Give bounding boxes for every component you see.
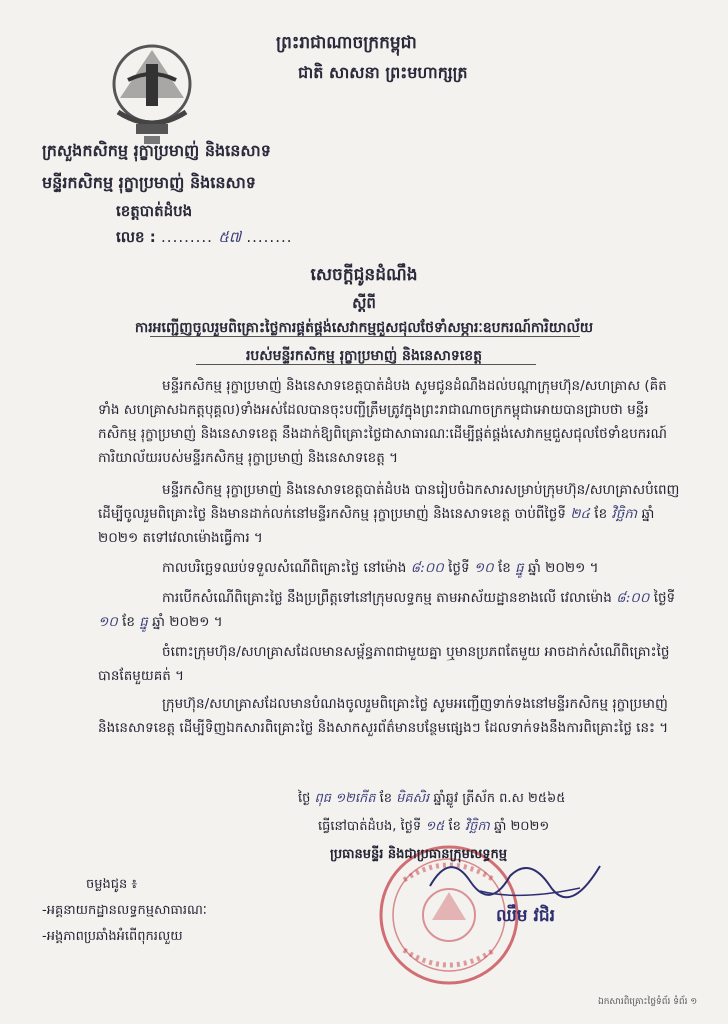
signer-title: ប្រធានមន្ទីរ និងជាប្រធានក្រុមលទ្ធកម្ម [330,847,508,862]
handwritten-month: ធ្នូ [515,560,524,576]
about-label: ស្តីពី [352,294,376,312]
ministry-name: ក្រសួងកសិកម្ម រុក្ខាប្រមាញ់ និងនេសាទ [42,141,271,160]
paragraph-text: ខែ [497,560,511,576]
cambodia-emblem-icon [106,38,198,150]
distribution-item: -អង្គភាពប្រឆាំងអំពើពុករលួយ [42,929,183,944]
lunar-date-text: ថ្ងៃ [298,791,311,806]
reference-number [116,228,293,250]
paragraph-text: ក្រុមហ៊ុន/សហគ្រាសដែលមានបំណងចូលរួមពិគ្រោះថ្លៃ សូមអញ្ជើញទាក់ទងនៅមន្ទីរកសិកម្ម រុក្ខាប្រមាញ់ និងនេសាទខេត្ត ដើម្បីទិញឯកសារពិគ្រោះថ្លៃ និងសាកសួរព័ត៌មានបន្ថែមផ្សេងៗ ដែលទាក់ទងនឹងការពិគ្រោះថ្លៃ នេះ ។ [98,696,669,736]
paragraph-text: កាលបរិច្ឆេទឈប់ទទួលសំណើពិគ្រោះថ្លៃ នៅម៉ោង [162,560,407,576]
kingdom-title: ព្រះរាជាណាចក្រកម្ពុជា [276,33,417,53]
subject-line-1: ការអញ្ជើញចូលរួមពិគ្រោះថ្លៃការផ្គត់ផ្គង់សេវាកម្មជួសជុលថែទាំសម្ភារៈឧបករណ៍ការិយាល័យ [134,320,594,336]
paragraph-text: មន្ទីរកសិកម្ម រុក្ខាប្រមាញ់ និងនេសាទខេត្តបាត់ដំបង សូមជូនដំណឹងដល់បណ្តាក្រុមហ៊ុន/សហគ្រាស (គិតទាំង សហគ្រាសឯកត្តបុគ្គល)ទាំងអស់ដែលបានចុះបញ្ជីត្រឹមត្រូវក្នុងព្រះរាជាណាចក្រកម្ពុជាអោយបានជ្រាបថា មន្ទីរកសិកម្ម រុក្ខាប្រមាញ់ និងនេសាទខេត្ត នឹងដាក់ឱ្យពិគ្រោះថ្លៃជាសាធារណៈដើម្បីផ្គត់ផ្គង់សេវាកម្មជួសជុលថែទាំឧបករណ៍ ការិយាល័យរបស់មន្ទីរកសិកម្ម រុក្ខាប្រមាញ់ និងនេសាទខេត្ត ។ [98,378,667,466]
distribution-heading: ចម្លងជូន ៖ [86,877,138,892]
lunar-date-text: ខែ [379,791,393,806]
handwritten-lunar-month: មិគសិរ [396,791,430,806]
paragraph-text: ថ្ងៃទី [653,590,676,606]
paragraph-announcement [98,374,686,470]
handwritten-time: ៨:០០ [616,590,650,606]
handwritten-day: ២៤ [570,506,590,522]
paragraph-text: ការបើកសំណើពិគ្រោះថ្លៃ នឹងប្រព្រឹត្តទៅនៅក្រុមលទ្ធកម្ម តាមអាស័យដ្ឋានខាងលើ វេលាម៉ោង [162,590,612,606]
paragraph-documents [98,478,686,550]
handwritten-lunar-day: ១២កើត [335,791,376,806]
ref-label: លេខ : [116,228,156,246]
handwritten-solar-month: វិច្ឆិកា [465,819,490,834]
paragraph-contact [98,692,686,740]
national-motto: ជាតិ សាសនា ព្រះមហាក្សត្រ [298,63,468,82]
handwritten-time: ៨:០០ [410,560,444,576]
lunar-date-line [298,790,565,809]
paragraph-related-companies [98,640,686,688]
subject-line-2: របស់មន្ទីរកសិកម្ម រុក្ខាប្រមាញ់ និងនេសាទខេត្ត [245,348,483,364]
handwritten-month: វិច្ឆិកា [611,506,638,522]
ref-dots-right: ........ [246,228,293,246]
subject-underline [150,336,580,337]
paragraph-text: មន្ទីរកសិកម្ម រុក្ខាប្រមាញ់ និងនេសាទខេត្តបាត់ដំបង បានរៀបចំឯកសារសម្រាប់ក្រុមហ៊ុន/សហគ្រាសបំពេញ ដើម្បីចូលរួមពិគ្រោះថ្លៃ និងមានដាក់លក់នៅមន្ទីរកសិកម្ម រុក្ខាប្រមាញ់ និងនេសាទខេត្ត ចាប់ពីថ្ងៃទី [98,482,680,522]
paragraph-text: ខែ [122,614,135,630]
province-name: ខេត្តបាត់ដំបង [116,202,193,220]
solar-date-text: ធ្វើនៅបាត់ដំបង, ថ្ងៃទី [318,819,422,834]
handwritten-day: ១០ [98,614,118,630]
paragraph-deadline [98,556,686,580]
solar-date-text: ឆ្នាំ ២០២១ [493,819,550,834]
solar-date-text: ខែ [448,819,461,834]
solar-date-line [318,818,549,837]
ref-dots-left: ......... [161,228,213,246]
signer-name: ឈឹម វជិរ [496,906,556,926]
paragraph-text: ឆ្នាំ ២០២១ តទៅវេលាម៉ោងធ្វើការ ។ [98,506,655,546]
handwritten-weekday: ពុធ [314,791,332,806]
distribution-item: -អគ្គនាយកដ្ឋានលទ្ធកម្មសាធារណៈ [42,903,207,918]
page-footer: ឯកសារពិគ្រោះថ្លៃទំព័រ ទំព័រ ១ [598,997,698,1007]
department-name: មន្ទីរកសិកម្ម រុក្ខាប្រមាញ់ និងនេសាទ [42,173,256,192]
paragraph-text: ឆ្នាំ ២០២១ ។ [152,614,223,630]
paragraph-text: ថ្ងៃទី [448,560,470,576]
paragraph-text: ចំពោះក្រុមហ៊ុន/សហគ្រាសដែលមានសម្ព័ន្ធភាពជាមួយគ្នា ឬមានប្រភពតែមួយ អាចដាក់សំណើពិគ្រោះថ្លៃ បានតែមួយគត់ ។ [98,644,670,684]
lunar-date-text: ឆ្នាំឆ្លូវ ត្រីស័ក ព.ស ២៥៦៥ [433,791,566,806]
paragraph-text: ឆ្នាំ ២០២១ ។ [527,560,599,576]
ref-number-value: ៥៧ [218,228,242,246]
document-title: សេចក្តីជូនដំណឹង [310,265,418,285]
handwritten-day: ១០ [473,560,494,576]
paragraph-opening [98,586,686,634]
subject-underline-2 [196,364,536,365]
handwritten-solar-day: ១៥ [425,819,445,834]
handwritten-month: ធ្នូ [139,614,148,630]
paragraph-text: ខែ [594,506,608,522]
